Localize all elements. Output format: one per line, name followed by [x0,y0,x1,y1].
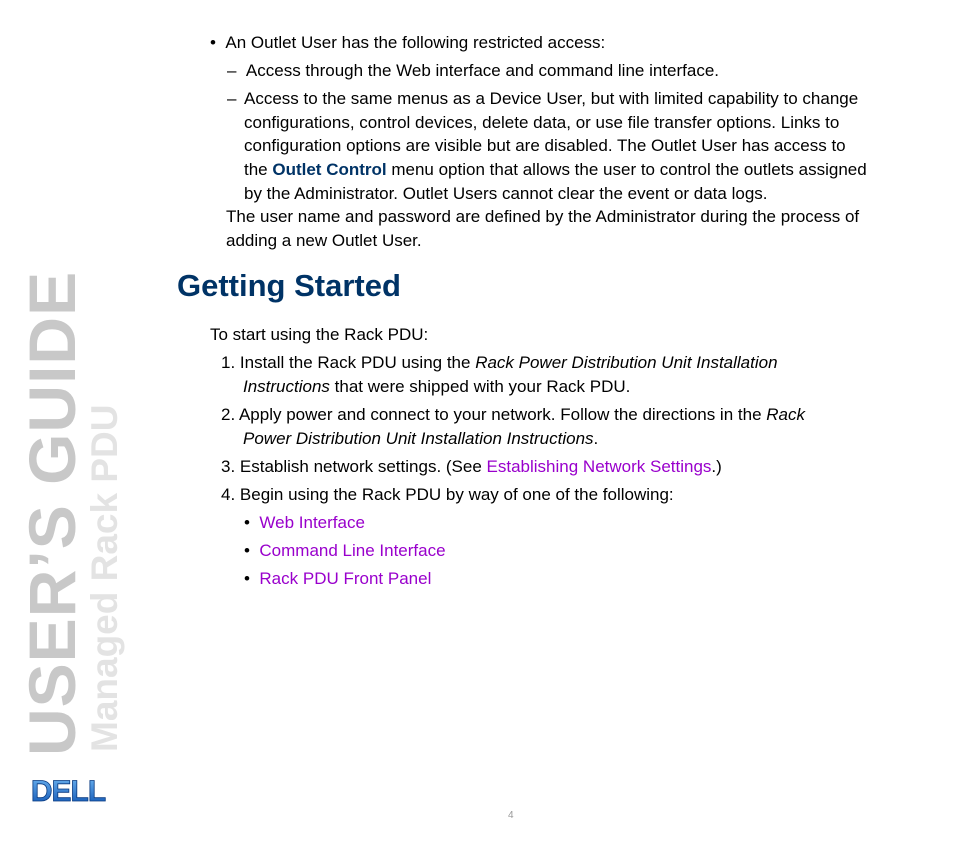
page-number: 4 [508,810,514,821]
dash-item: – Access through the Web interface and command line interface. [227,61,720,80]
section-heading: Getting Started [177,268,401,303]
command-line-interface-link[interactable]: Command Line Interface [259,541,446,560]
establishing-network-settings-link[interactable]: Establishing Network Settings [486,457,712,476]
dell-logo [25,776,111,804]
step-1: 1. Install the Rack PDU using the Rack Power Distribution Unit Installation Instructions that were shipped with your Rack PDU. [221,353,778,396]
outlet-control-term: Outlet Control [272,160,387,180]
step-3: 3. Establish network settings. (See Establishing Network Settings.) [221,457,722,476]
list-item: • Command Line Interface [244,541,446,560]
step-4: 4. Begin using the Rack PDU by way of one of the following: [221,485,674,504]
sidebar-subtitle: Managed Rack PDU [84,404,125,752]
list-item: • Rack PDU Front Panel [244,569,432,588]
svg-text:DELL: DELL [30,776,106,804]
front-panel-link[interactable]: Rack PDU Front Panel [259,569,432,588]
list-item: • Web Interface [244,513,365,532]
web-interface-link[interactable]: Web Interface [259,513,365,532]
outlet-user-bullet: • An Outlet User has the following restricted access: [210,33,606,52]
intro: To start using the Rack PDU: [210,325,429,344]
outlet-note: The user name and password are defined by the Administrator during the process of adding a new Outlet User. [226,207,860,250]
sidebar-title: USER’S GUIDE [15,270,89,756]
dash-item: – [227,89,237,108]
dash-item-text: Access to the same menus as a Device User, but with limited capability to change configurations, control devices, delete data, or use file transfer options. Links to configuration options are visible but are disabled. The Outlet User has access to the Outlet Control menu option that allows the user to control the outlets assigned by the Administrator. Outlet Users cannot clear the event or data logs. [244,89,867,203]
step-2: 2. Apply power and connect to your network. Follow the directions in the Rack Power Distribution Unit Installation Instructions. [221,405,805,448]
